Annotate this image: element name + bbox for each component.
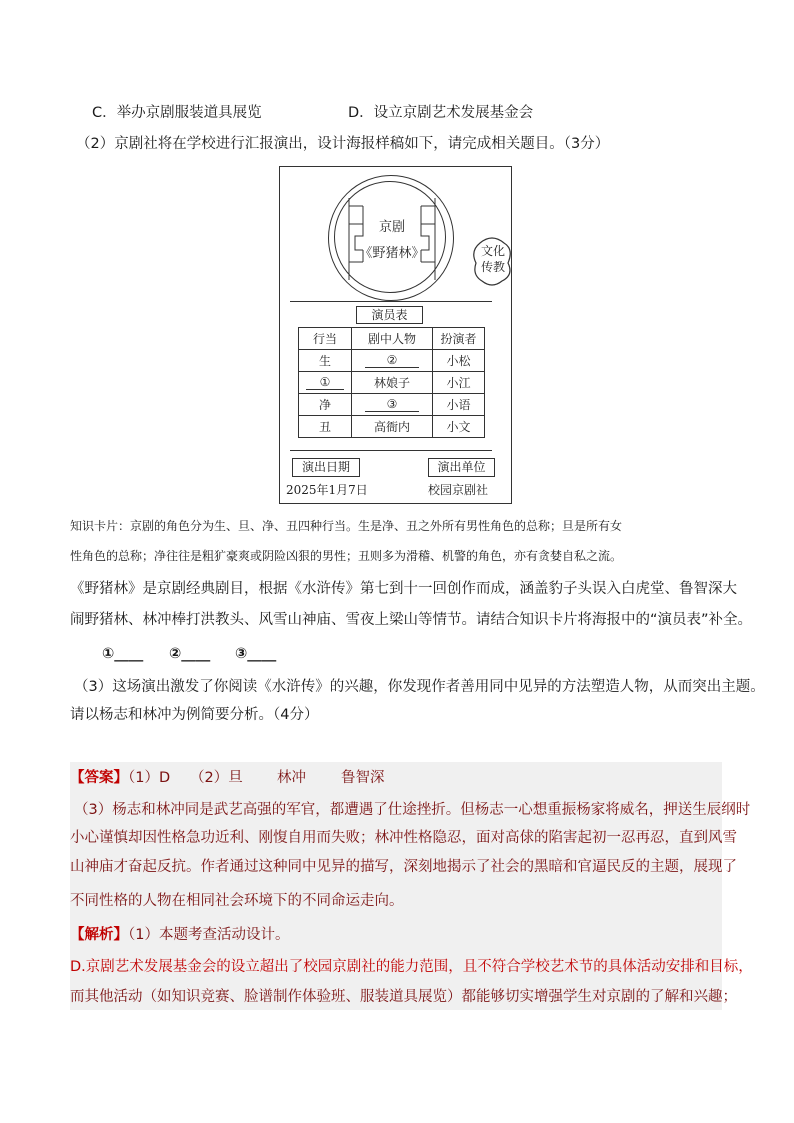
analysis-row-1 [70,925,289,945]
poster-genre: 京剧 [378,220,405,235]
character-cell [352,394,433,416]
question-3-line-1: （3）这场演出激发了你阅读《水浒传》的兴趣，你发现作者善用同中见异的方法塑造人物，从而突出主题。 [74,679,765,695]
question-3-line-2: 请以杨志和林冲为例简要分析。（4分） [70,707,319,723]
poster-divider-top [290,301,492,302]
question-2-prompt: （2）京剧社将在学校进行汇报演出，设计海报样稿如下，请完成相关题目。（3分） [76,136,610,152]
answer-row-1 [70,768,170,788]
answer-q1: （1）D [128,770,171,786]
answer-q2-b: 林冲 [277,770,306,786]
option-c: C．举办京剧服装道具展览 [92,105,262,121]
poster-play-title: 《野猪林》 [359,246,425,261]
poster-divider-bottom [290,450,492,451]
answer-q3-line-4: 不同性格的人物在相同社会环境下的不同命运走向。 [70,893,404,909]
answer-blank-2: ②____ [169,646,211,662]
option-d: D．设立京剧艺术发展基金会 [348,105,534,121]
answer-q2-c: 鲁智深 [341,770,385,786]
header-role: 行当 [299,328,352,350]
analysis-line-1: D.京剧艺术发展基金会的设立超出了校园京剧社的能力范围，且不符合学校艺术节的具体活动安排和目标， [70,959,753,975]
show-date-label: 演出日期 [292,458,360,477]
header-actor: 扮演者 [433,328,485,350]
analysis-label: 【解析】 [70,927,128,943]
table-row [299,372,485,394]
table-row [299,350,485,372]
answer-q2-a: （2）旦 [190,770,243,786]
knowledge-card-line-2: 性角色的总称；净往往是粗犷豪爽或阴险凶狠的男性；丑则多为滑稽、机警的角色，亦有贪婪自私之流。 [70,549,623,563]
analysis-q1: （1）本题考查活动设计。 [128,927,290,943]
actor-cell: 小语 [433,394,485,416]
role-cell: 丑 [299,416,352,438]
analysis-line-2: 而其他活动（如知识竞赛、脸谱制作体验班、服装道具展览）都能够切实增强学生对京剧的了解和兴趣； [70,989,737,1005]
blank-3: ③ [365,397,419,412]
role-cell: 生 [299,350,352,372]
poster-sample [279,166,512,504]
stage-frame-icon [329,176,454,301]
actor-cell: 小松 [433,350,485,372]
show-unit-value: 校园京剧社 [428,483,489,497]
cast-table [298,327,485,438]
intro-line-1: 《野猪林》是京剧经典剧目，根据《水浒传》第七到十一回创作而成，涵盖豹子头误入白虎堂、鲁智深大 [70,581,737,597]
answer-q3-line-1: （3）杨志和林冲同是武艺高强的军官，都遭遇了仕途挫折。但杨志一心想重振杨家将威名，押送生辰纲时 [74,802,751,818]
show-unit-label: 演出单位 [428,458,495,477]
show-date-value: 2025年1月7日 [286,483,368,497]
intro-line-2: 闹野猪林、林冲棒打洪教头、风雪山神庙、雪夜上梁山等情节。请结合知识卡片将海报中的“演员表”补全。 [70,612,753,628]
cast-list-title: 演员表 [356,306,423,324]
answer-q3-line-2: 小心谨慎却因性格急功近利、刚愎自用而失败；林冲性格隐忍，面对高俅的陷害起初一忍再忍，直到风雪 [70,830,737,846]
stamp-line-2: 传教 [480,260,505,274]
actor-cell: 小江 [433,372,485,394]
answer-blank-1: ①____ [102,646,144,662]
header-character: 剧中人物 [352,328,433,350]
answer-label: 【答案】 [70,770,128,786]
character-cell: 林娘子 [352,372,433,394]
poster-circle-emblem [328,175,454,301]
role-cell [299,372,352,394]
character-cell [352,350,433,372]
knowledge-card-line-1: 知识卡片：京剧的角色分为生、旦、净、丑四种行当。生是净、丑之外所有男性角色的总称；旦是所有女 [70,519,623,533]
stamp-line-1: 文化 [480,244,505,258]
blank-2: ② [365,353,419,368]
blank-1: ① [306,375,344,390]
answer-q3-line-3: 山神庙才奋起反抗。作者通过这种同中见异的描写，深刻地揭示了社会的黑暗和官逼民反的主题，展现了 [70,859,737,875]
character-cell: 高衙内 [352,416,433,438]
role-cell: 净 [299,394,352,416]
table-row [299,416,485,438]
answer-blank-3: ③____ [235,646,277,662]
table-row [299,394,485,416]
actor-cell: 小文 [433,416,485,438]
